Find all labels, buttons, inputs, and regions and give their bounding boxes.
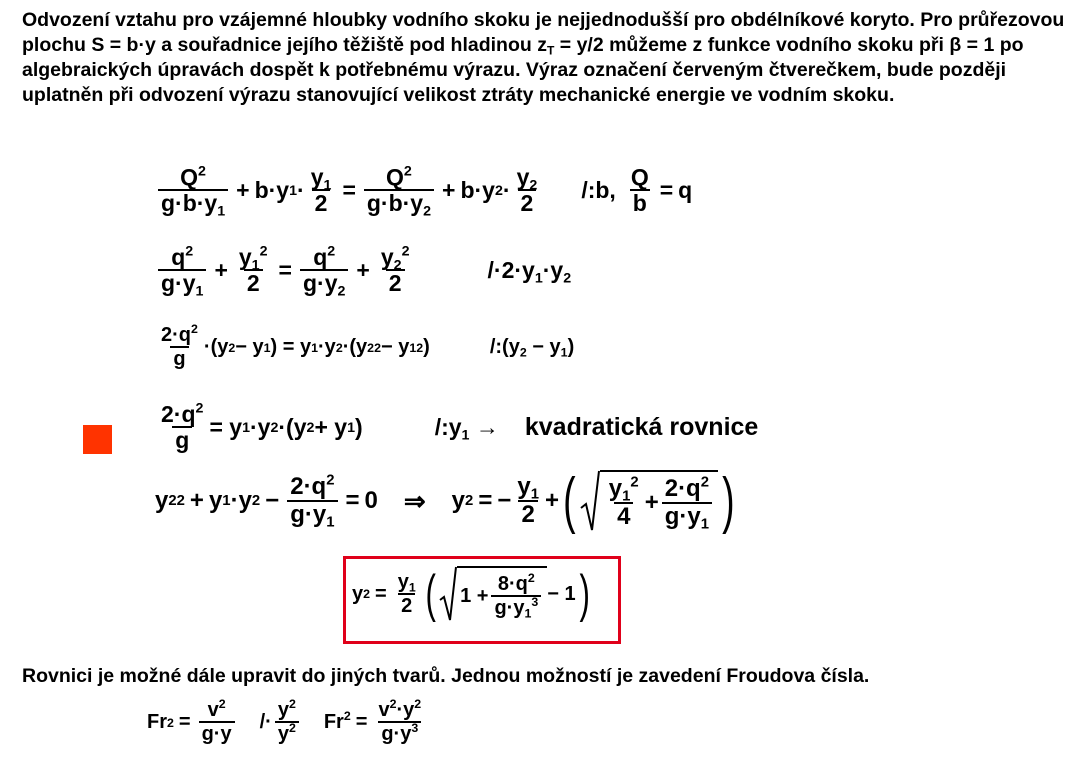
equation-1: $\frac{Q^2}{g\cdot b\cdot y_1}$ + b·y 1 · $\frac{y_1}{2}$ = $\frac{Q^2}{g\cdot b\cdot y_2}$ + b·y 2 · $\frac{y_2}{2}$ /:b, $\frac{Q}{b}$ = q xyxy=(155,165,692,216)
equation-3: $\frac{2\cdot q^2}{g}$ ·(y 2 − y 1 ) = y 1 ·y 2 ·(y 2 2 − y 1 2 ) $/:(y_2 - y_1)$ xyxy=(161,321,575,370)
red-square-marker xyxy=(83,425,112,454)
equation-5: y 2 2 + y 1 ·y 2 − $\frac{2\cdot q^2}{g\cdot y_1}$ = 0 ⇒ y 2 = − $\frac{y_1}{2}$ + ( $\frac{y_1^2}{4}$ + $\frac{2\cdot q^2}{g\cdot y_1}$ ) xyxy=(155,466,735,535)
equation-2: $\frac{q^2}{g\cdot y_1}$ + $\frac{y_1^2}{2}$ = $\frac{q^2}{g\cdot y_2}$ + $\frac{y_2^2}{2}$ $/\cdot 2\cdot y_1\cdot y_2$ xyxy=(155,245,571,296)
intro-paragraph: Odvození vztahu pro vzájemné hloubky vodního skoku je nejjednodušší pro obdélníkové koryto. Pro průřezovou plochu S = b·y a souřadnice jejího těžiště pod hladinou $z_T = y/2$ můžeme z funkce vodního skoku při β = 1 po algebraických úpravách dospět k potřebnému výrazu. Výraz označení červeným čtverečkem, bude později uplatněn při odvození výrazu stanovující velikost ztráty mechanické energie ve vodním skoku. xyxy=(22,9,1065,106)
quadratic-equation-label: kvadratická rovnice xyxy=(524,413,759,442)
equation-4: $\frac{2\cdot q^2}{g}$ = y 1 ·y 2 ·(y 2 + y 1 ) $/:y_1$ → kvadratická rovnice xyxy=(161,400,759,454)
outro-paragraph: Rovnici je možné dále upravit do jiných tvarů. Jednou možností je zavedení Froudova čísla. xyxy=(22,665,870,687)
equation-result: y 2 = $\frac{y_1}{2}$ ( 1 + $\frac{8\cdot q^2}{g\cdot y_1^3}$ − 1 ) xyxy=(352,565,590,623)
equation-froude: Fr 2 = $\frac{v^2}{g\cdot y}$ /· $\frac{y^2}{y^2}$ Fr$^2$ = $\frac{v^2\cdot y^2}{g\cdot y^3}$ xyxy=(147,696,422,745)
